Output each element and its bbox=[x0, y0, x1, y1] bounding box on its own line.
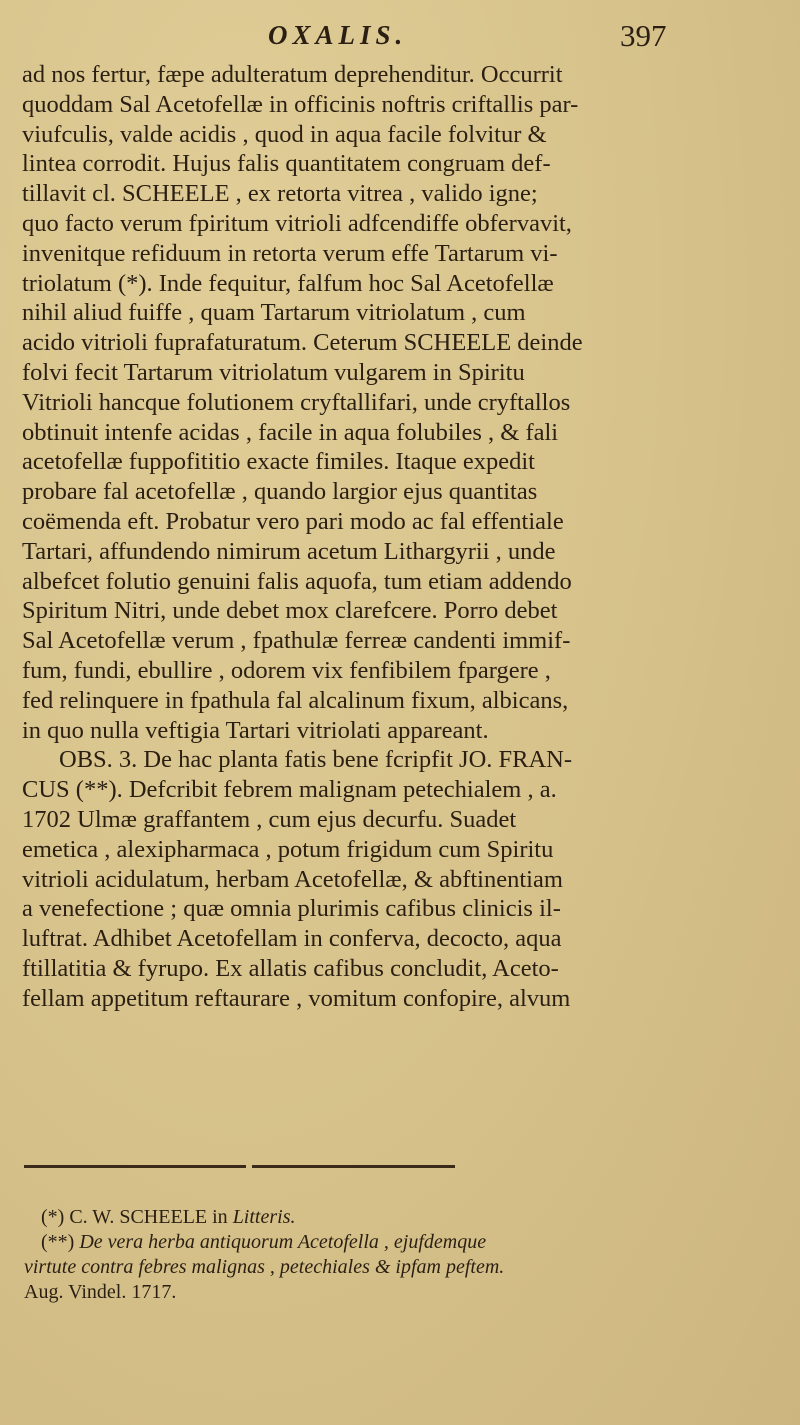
text-line: CUS (**). Defcribit febrem malignam petechialem , a. bbox=[22, 776, 557, 804]
text-line: fellam appetitum reftaurare , vomitum confopire, alvum bbox=[22, 984, 571, 1012]
text-line: tillavit cl. SCHEELE , ex retorta vitrea , valido igne; bbox=[22, 180, 538, 208]
footnote-2-imprint: Aug. Vindel. 1717. bbox=[24, 1281, 177, 1303]
footnote-marker: (**) bbox=[41, 1231, 75, 1253]
footnote-divider bbox=[24, 1165, 246, 1168]
footnote-text: De vera herba antiquorum Acetofella , ejufdemque bbox=[79, 1231, 487, 1253]
text-line: coëmenda eft. Probatur vero pari modo ac fal effentiale bbox=[22, 507, 564, 535]
text-line: triolatum (*). Inde fequitur, falfum hoc Sal Acetofellæ bbox=[22, 269, 554, 297]
footnote-2 bbox=[24, 1230, 487, 1255]
text-line: acetofellæ fuppofititio exacte fimiles. Itaque expedit bbox=[22, 448, 535, 476]
text-line: ftillatitia & fyrupo. Ex allatis cafibus concludit, Aceto- bbox=[22, 954, 559, 982]
text-line: ad nos fertur, fæpe adulteratum deprehenditur. Occurrit bbox=[22, 61, 563, 88]
body-text bbox=[22, 60, 583, 1014]
text-line: Tartari, affundendo nimirum acetum Lithargyrii , unde bbox=[22, 537, 556, 565]
text-line: quo facto verum fpiritum vitrioli adfcendiffe obfervavit, bbox=[22, 209, 572, 237]
footnotes bbox=[24, 1205, 505, 1305]
text-line: acido vitrioli fuprafaturatum. Ceterum SCHEELE deinde bbox=[22, 329, 583, 357]
text-line: albefcet folutio genuini falis aquofa, tum etiam addendo bbox=[22, 567, 572, 595]
text-line: obtinuit intenfe acidas , facile in aqua folubiles , & fali bbox=[22, 418, 559, 446]
text-line: a venefectione ; quæ omnia plurimis cafibus clinicis il- bbox=[22, 895, 561, 923]
text-line: emetica , alexipharmaca , potum frigidum cum Spiritu bbox=[22, 835, 554, 863]
text-line: fed relinquere in fpathula fal alcalinum fixum, albicans, bbox=[22, 686, 569, 714]
text-line: luftrat. Adhibet Acetofellam in conferva, decocto, aqua bbox=[22, 925, 562, 953]
text-line: fum, fundi, ebullire , odorem vix fenfibilem fpargere , bbox=[22, 656, 551, 684]
text-line: viufculis, valde acidis , quod in aqua facile folvitur & bbox=[22, 120, 547, 148]
running-head-title: OXALIS. bbox=[268, 20, 408, 50]
text-line: lintea corrodit. Hujus falis quantitatem congruam def- bbox=[22, 150, 551, 178]
text-line: folvi fecit Tartarum vitriolatum vulgarem in Spiritu bbox=[22, 358, 525, 386]
text-line: invenitque refiduum in retorta verum effe Tartarum vi- bbox=[22, 239, 558, 267]
footnote-2-continued: virtute contra febres malignas , petechiales & ipfam peftem. bbox=[24, 1256, 505, 1278]
text-line: Sal Acetofellæ verum , fpathulæ ferreæ candenti immif- bbox=[22, 627, 571, 655]
footnote-author: C. W. SCHEELE bbox=[69, 1206, 208, 1228]
footnote-divider bbox=[252, 1165, 455, 1168]
text-line: 1702 Ulmæ graffantem , cum ejus decurfu. Suadet bbox=[22, 805, 517, 833]
running-head bbox=[0, 18, 800, 58]
footnote-1 bbox=[24, 1205, 464, 1230]
footnote-text: in bbox=[212, 1206, 228, 1228]
text-line: Vitrioli hancque folutionem cryftallifari, unde cryftallos bbox=[22, 388, 571, 416]
obs-heading-line: OBS. 3. De hac planta fatis bene fcripfit JO. FRAN- bbox=[59, 746, 573, 774]
text-line: probare fal acetofellæ , quando largior ejus quantitas bbox=[22, 478, 538, 506]
text-line: Spiritum Nitri, unde debet mox clarefcere. Porro debet bbox=[22, 597, 558, 625]
footnote-source: Litteris. bbox=[232, 1206, 296, 1228]
text-line: quoddam Sal Acetofellæ in officinis noftris criftallis par- bbox=[22, 90, 579, 118]
text-line: in quo nulla veftigia Tartari vitriolati appareant. bbox=[22, 716, 489, 744]
page-number: 397 bbox=[620, 18, 667, 53]
text-line: nihil aliud fuiffe , quam Tartarum vitriolatum , cum bbox=[22, 299, 526, 327]
footnote-marker: (*) bbox=[41, 1206, 65, 1228]
text-line: vitrioli acidulatum, herbam Acetofellæ, & abftinentiam bbox=[22, 865, 563, 893]
